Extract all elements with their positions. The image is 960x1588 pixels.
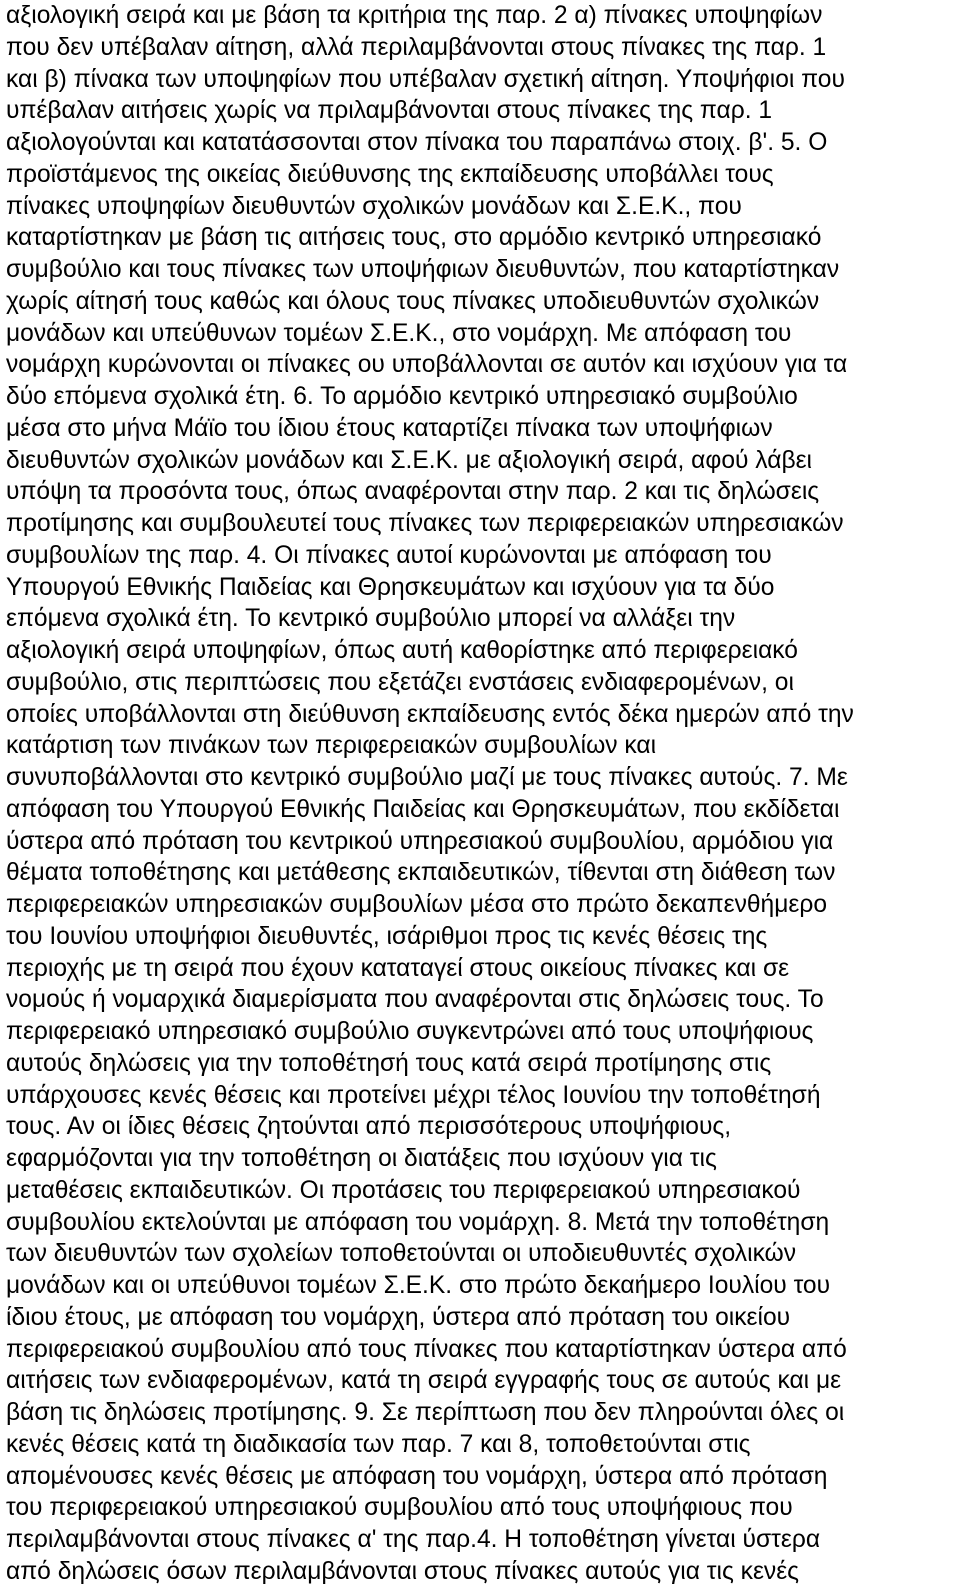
text-line: μεταθέσεις εκπαιδευτικών. Οι προτάσεις του περιφερειακού υπηρεσιακού [6,1176,801,1204]
text-line: μονάδων και υπεύθυνων τομέων Σ.Ε.Κ., στο νομάρχη. Με απόφαση του [6,319,792,347]
text-line: περιφερειακών υπηρεσιακών συμβουλίων μέσα στο πρώτο δεκαπενθήμερο [6,891,828,918]
text-line: καταρτίστηκαν με βάση τις αιτήσεις τους, στο αρμόδιο κεντρικό υπηρεσιακό [6,224,822,252]
text-line: περιφερειακού συμβουλίου από τους πίνακες που καταρτίστηκαν ύστερα από [6,1335,847,1363]
text-line: αιτήσεις των ενδιαφερομένων, κατά τη σειρά εγγραφής τους σε αυτούς και με [6,1367,842,1395]
text-line: αξιολογική σειρά υποψηφίων, όπως αυτή καθορίστηκε από περιφερειακό [6,637,798,664]
text-line: πίνακες υποψηφίων διευθυντών σχολικών μονάδων και Σ.Ε.Κ., που [6,192,742,220]
text-line: επόμενα σχολικά έτη. Το κεντρικό συμβούλιο μπορεί να αλλάξει την [6,605,736,633]
text-line: προτίμησης και συμβουλευτεί τους πίνακες των περιφερειακών υπηρεσιακών [6,510,844,537]
text-line: συμβούλιο και τους πίνακες των υποψήφιων διευθυντών, που καταρτίστηκαν [6,256,840,283]
text-line: και β) πίνακα των υποψηφίων που υπέβαλαν σχετική αίτηση. Υποψήφιοι που [6,65,845,93]
text-line: υπόψη τα προσόντα τους, όπως αναφέρονται στην παρ. 2 και τις δηλώσεις [6,478,820,506]
text-line: νομούς ή νομαρχικά διαμερίσματα που αναφέρονται στις δηλώσεις τους. Το [6,986,824,1014]
text-line: προϊστάμενος της οικείας διεύθυνσης της εκπαίδευσης υποβάλλει τους [6,160,774,188]
text-line: θέματα τοποθέτησης και μετάθεσης εκπαιδευτικών, τίθενται στη διάθεση των [6,859,836,887]
text-line: συμβουλίου εκτελούνται με απόφαση του νομάρχη. 8. Μετά την τοποθέτηση [6,1208,830,1236]
text-line: από δηλώσεις όσων περιλαμβάνονται στους πίνακες αυτούς για τις κενές [6,1557,800,1585]
text-line: περιλαμβάνονται στους πίνακες α' της παρ.4. Η τοποθέτηση γίνεται ύστερα [6,1526,821,1553]
text-line: χωρίς αίτησή τους καθώς και όλους τους πίνακες υποδιευθυντών σχολικών [6,287,820,315]
text-line: περιοχής με τη σειρά που έχουν καταταγεί στους οικείους πίνακες και σε [6,954,790,982]
text-line: συμβουλίων της παρ. 4. Οι πίνακες αυτοί κυρώνονται με απόφαση του [6,541,772,569]
text-line: μέσα στο μήνα Μάϊο του ίδιου έτους καταρτίζει πίνακα των υποψήφιων [6,414,773,442]
text-line: αξιολογούνται και κατατάσσονται στον πίνακα του παραπάνω στοιχ. β'. 5. Ο [6,129,828,156]
text-line: κατάρτιση των πινάκων των περιφερειακών συμβουλίων και [6,732,657,760]
text-line: διευθυντών σχολικών μονάδων και Σ.Ε.Κ. με αξιολογική σειρά, αφού λάβει [6,446,813,474]
text-line: των διευθυντών των σχολείων τοποθετούνται οι υποδιευθυντές σχολικών [6,1240,797,1268]
text-line: απόφαση του Υπουργού Εθνικής Παιδείας και Θρησκευμάτων, που εκδίδεται [6,795,840,823]
text-line: τους. Αν οι ίδιες θέσεις ζητούνται από περισσότερους υποψήφιους, [6,1113,732,1141]
text-line: του Ιουνίου υποψήφιοι διευθυντές, ισάριθμοι προς τις κενές θέσεις της [6,922,768,950]
text-line: υπέβαλαν αιτήσεις χωρίς να πριλαμβάνονται στους πίνακες της παρ. 1 [6,97,773,125]
text-line: οποίες υποβάλλονται στη διεύθυνση εκπαίδευσης εντός δέκα ημερών από την [6,700,854,728]
text-line: συμβούλιο, στις περιπτώσεις που εξετάζει ενστάσεις ενδιαφερομένων, οι [6,668,794,696]
text-line: δύο επόμενα σχολικά έτη. 6. Το αρμόδιο κεντρικό υπηρεσιακό συμβούλιο [6,383,798,410]
text-line: βάση τις δηλώσεις προτίμησης. 9. Σε περίπτωση που δεν πληρούνται όλες οι [6,1399,845,1426]
text-line: Υπουργού Εθνικής Παιδείας και Θρησκευμάτων και ισχύουν για τα δύο [6,573,775,601]
text-line: περιφερειακό υπηρεσιακό συμβούλιο συγκεντρώνει από τους υποψήφιους [6,1018,814,1045]
text-line: αξιολογική σειρά και με βάση τα κριτήρια της παρ. 2 α) πίνακες υποψηφίων [6,2,823,29]
text-line: που δεν υπέβαλαν αίτηση, αλλά περιλαμβάνονται στους πίνακες της παρ. 1 [6,33,827,61]
text-line: νομάρχη κυρώνονται οι πίνακες ου υποβάλλονται σε αυτόν και ισχύουν για τα [6,351,848,379]
text-line: συνυποβάλλονται στο κεντρικό συμβούλιο μαζί με τους πίνακες αυτούς. 7. Με [6,764,848,791]
text-line: υπάρχουσες κενές θέσεις και προτείνει μέχρι τέλος Ιουνίου την τοποθέτησή [6,1081,821,1109]
text-line: του περιφερειακού υπηρεσιακού συμβουλίου από τους υποψήφιους που [6,1494,793,1522]
text-line: εφαρμόζονται για την τοποθέτηση οι διατάξεις που ισχύουν για τις [6,1145,717,1172]
text-line: ίδιου έτους, με απόφαση του νομάρχη, ύστερα από πρόταση του οικείου [6,1303,791,1331]
document-body-text [6,0,960,1588]
text-line: μονάδων και οι υπεύθυνοι τομέων Σ.Ε.Κ. στο πρώτο δεκαήμερο Ιουλίου του [6,1272,831,1299]
text-line: απομένουσες κενές θέσεις με απόφαση του νομάρχη, ύστερα από πρόταση [6,1462,828,1490]
text-line: κενές θέσεις κατά τη διαδικασία των παρ. 7 και 8, τοποθετούνται στις [6,1430,751,1458]
text-line: ύστερα από πρόταση του κεντρικού υπηρεσιακού συμβουλίου, αρμόδιου για [6,827,834,855]
text-line: αυτούς δηλώσεις για την τοποθέτησή τους κατά σειρά προτίμησης στις [6,1049,772,1077]
